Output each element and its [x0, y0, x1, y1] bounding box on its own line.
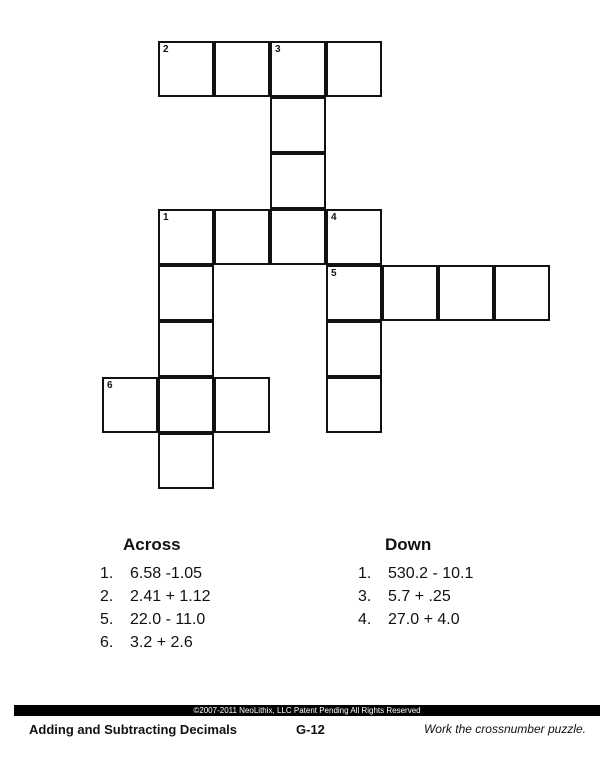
grid-cell[interactable] — [270, 209, 326, 265]
clue-number: 5. — [100, 611, 114, 628]
clue-number: 6. — [100, 634, 114, 651]
list-item — [358, 562, 473, 585]
grid-cell[interactable] — [102, 377, 158, 433]
clue-text: 5.7 + .25 — [388, 588, 451, 605]
grid-cell[interactable] — [158, 41, 214, 97]
clue-number: 2 — [163, 44, 169, 55]
copyright-bar: ©2007-2011 NeoLithix, LLC Patent Pending All Rights Reserved — [14, 705, 600, 716]
clue-number: 4 — [331, 212, 337, 223]
clue-text: 3.2 + 2.6 — [130, 634, 193, 651]
list-item — [358, 608, 473, 631]
grid-cell[interactable] — [158, 265, 214, 321]
clue-number: 3 — [275, 44, 281, 55]
clue-text: 530.2 - 10.1 — [388, 565, 474, 582]
grid-cell[interactable] — [214, 209, 270, 265]
grid-cell[interactable] — [326, 209, 382, 265]
clue-text: 6.58 -1.05 — [130, 565, 203, 582]
clue-number: 1. — [358, 565, 372, 582]
list-item — [100, 608, 211, 631]
instruction-text: Work the crossnumber puzzle. — [423, 722, 586, 736]
clue-number: 2. — [100, 588, 114, 605]
down-heading: Down — [385, 535, 432, 554]
list-item — [358, 585, 473, 608]
grid-cell[interactable] — [158, 209, 214, 265]
grid-cell[interactable] — [326, 377, 382, 433]
grid-cell[interactable] — [438, 265, 494, 321]
grid-cell[interactable] — [270, 97, 326, 153]
grid-cell[interactable] — [270, 41, 326, 97]
grid-cell[interactable] — [326, 265, 382, 321]
list-item — [100, 562, 211, 585]
grid-cell[interactable] — [158, 433, 214, 489]
down-clue-list — [358, 562, 473, 631]
grid-cell[interactable] — [270, 153, 326, 209]
list-item — [100, 631, 211, 654]
clue-number: 1. — [100, 565, 114, 582]
worksheet-title: Adding and Subtracting Decimals — [29, 722, 238, 737]
grid-cell[interactable] — [326, 321, 382, 377]
across-heading: Across — [123, 535, 181, 554]
grid-cell[interactable] — [214, 377, 270, 433]
across-clue-list — [100, 562, 211, 654]
grid-cell[interactable] — [382, 265, 438, 321]
clue-number: 3. — [358, 588, 372, 605]
clue-number: 6 — [107, 380, 113, 391]
grid-cell[interactable] — [494, 265, 550, 321]
clue-number: 4. — [358, 611, 372, 628]
clue-number: 1 — [163, 212, 169, 223]
clue-text: 22.0 - 11.0 — [130, 611, 206, 628]
grid-cell[interactable] — [214, 41, 270, 97]
clue-text: 2.41 + 1.12 — [130, 588, 211, 605]
clue-text: 27.0 + 4.0 — [388, 611, 460, 628]
clue-number: 5 — [331, 268, 337, 279]
grid-cell[interactable] — [326, 41, 382, 97]
worksheet-code: G-12 — [296, 722, 325, 737]
grid-cell[interactable] — [158, 321, 214, 377]
grid-cell[interactable] — [158, 377, 214, 433]
list-item — [100, 585, 211, 608]
